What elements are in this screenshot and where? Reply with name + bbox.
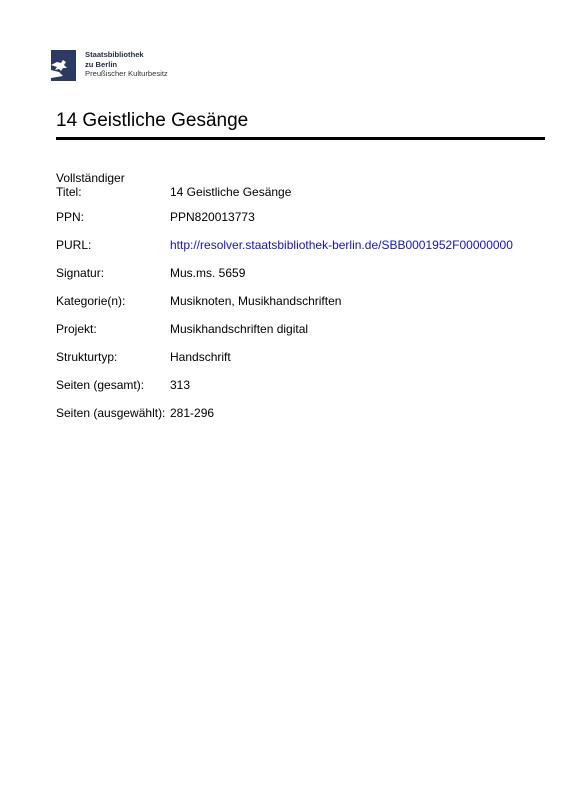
field-value: Handschrift [170,350,231,364]
logo-line-2: zu Berlin [85,59,118,69]
document-title: 14 Geistliche Gesänge [56,110,249,131]
field-label: Strukturtyp: [56,350,118,364]
eagle-logo-icon [51,50,76,81]
title-divider [56,137,545,140]
field-label: Seiten (gesamt): [56,378,145,392]
field-label: Kategorie(n): [56,294,126,308]
library-logo [51,50,168,82]
purl-link[interactable]: http://resolver.staatsbibliothek-berlin.de/SBB0001952F00000000 [170,238,513,252]
field-label: Projekt: [56,322,97,336]
field-label [56,171,170,199]
field-label: Seiten (ausgewählt): [56,406,166,420]
field-label: PPN: [56,210,85,224]
field-value: 313 [170,378,191,392]
field-value: Mus.ms. 5659 [170,266,246,280]
field-value: 14 Geistliche Gesänge [170,185,292,199]
field-label: Signatur: [56,266,105,280]
field-label-line1: Vollständiger [56,171,125,185]
logo-text [85,50,168,79]
logo-line-3: Preußischer Kulturbesitz [85,69,168,79]
field-value: Musikhandschriften digital [170,322,309,336]
field-label-line2: Titel: [56,185,82,199]
field-label: PURL: [56,238,92,252]
field-value: Musiknoten, Musikhandschriften [170,294,342,308]
logo-line-1: Staatsbibliothek [85,50,144,59]
field-value: PPN820013773 [170,210,255,224]
field-value: 281-296 [170,406,215,420]
